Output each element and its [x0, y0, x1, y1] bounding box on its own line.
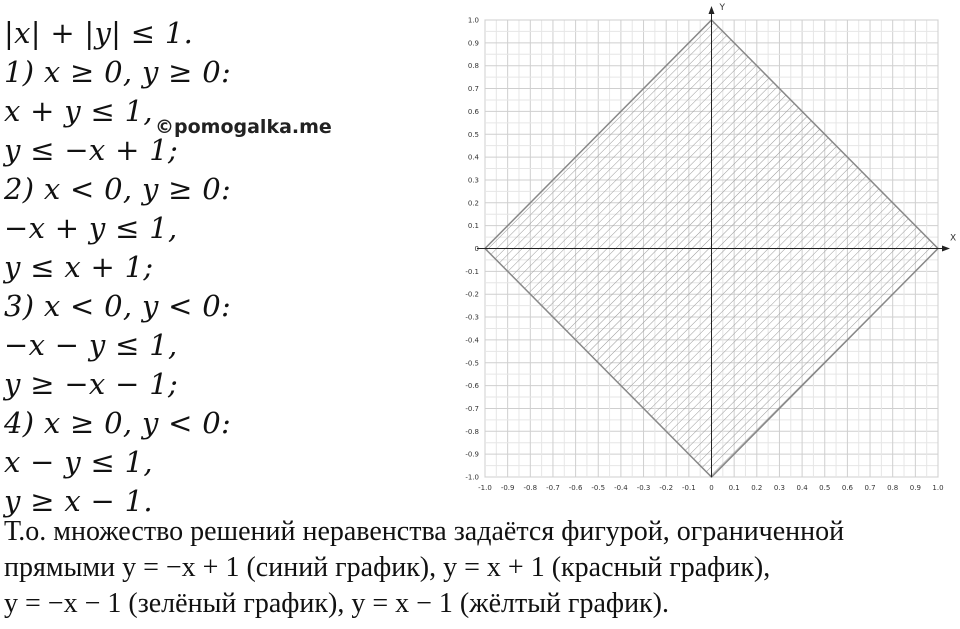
x-axis-arrow: [942, 246, 950, 252]
x-tick-label: 0.9: [909, 484, 921, 492]
y-tick-label: -0.2: [465, 290, 479, 299]
math-line: y ≥ −x − 1;: [4, 367, 179, 401]
graph-figure: [448, 0, 960, 500]
y-tick-label: -0.3: [465, 313, 479, 322]
x-tick-label: -0.6: [568, 484, 583, 492]
y-tick-label: 0.6: [467, 107, 479, 116]
math-line: −x + y ≤ 1,: [4, 211, 178, 245]
x-tick-label: -0.9: [500, 484, 515, 492]
conclusion-line-3: y = −x − 1 (зелёный график), y = x − 1 (жёлтый график).: [4, 588, 669, 619]
x-tick-label: 0.6: [841, 484, 853, 492]
math-line: −x − y ≤ 1,: [4, 328, 178, 362]
y-tick-label: 0.3: [467, 176, 479, 185]
x-tick-label: 0.4: [796, 484, 808, 492]
watermark: ©pomogalka.me: [155, 116, 332, 138]
y-tick-label: -1.0: [465, 473, 479, 482]
y-tick-label: 0.1: [467, 222, 479, 231]
x-tick-label: -0.7: [546, 484, 560, 492]
x-tick-label: 0.1: [728, 484, 740, 492]
math-line: x − y ≤ 1,: [4, 445, 153, 479]
math-line: y ≥ x − 1.: [4, 484, 153, 518]
x-tick-label: -0.2: [659, 484, 674, 492]
y-tick-label: -0.8: [465, 427, 479, 436]
math-line: y ≤ x + 1;: [4, 250, 154, 284]
y-tick-label: 0.9: [467, 39, 479, 48]
y-tick-label: -0.7: [465, 404, 479, 413]
x-tick-label: 1.0: [932, 484, 944, 492]
y-tick-label: -0.9: [465, 450, 479, 459]
x-tick-label: -0.5: [591, 484, 606, 492]
x-tick-label: -0.1: [682, 484, 696, 492]
conclusion-line-1: Т.о. множество решений неравенства задаётся фигурой, ограниченной: [4, 516, 845, 547]
x-tick-label: -0.3: [636, 484, 651, 492]
y-tick-label: 0: [474, 245, 479, 253]
y-tick-label: 0.7: [467, 85, 479, 94]
x-tick-label: 0.3: [773, 484, 786, 492]
y-tick-label: 0.8: [467, 62, 479, 71]
math-line: 4) x ≥ 0, y < 0:: [4, 406, 232, 440]
math-line: 1) x ≥ 0, y ≥ 0:: [4, 55, 232, 89]
y-tick-label: -0.6: [465, 382, 479, 391]
y-axis-label: Y: [719, 3, 725, 13]
x-tick-label: -0.4: [614, 484, 628, 492]
x-tick-label: -1.0: [478, 484, 492, 492]
y-axis-arrow: [709, 6, 715, 14]
math-line: 2) x < 0, y ≥ 0:: [4, 172, 232, 206]
y-tick-label: -0.5: [465, 359, 479, 368]
y-tick-label: 0.5: [467, 130, 479, 139]
y-tick-label: -0.4: [465, 336, 479, 345]
y-tick-label: 1.0: [467, 16, 479, 25]
x-tick-label: -0.8: [523, 484, 538, 492]
conclusion-text: [4, 514, 956, 622]
math-line: |x| + |y| ≤ 1.: [4, 16, 194, 50]
math-line: x + y ≤ 1,: [4, 94, 153, 128]
y-tick-label: 0.4: [467, 153, 479, 162]
math-line: 3) x < 0, y < 0:: [4, 289, 232, 323]
x-axis-label: X: [950, 233, 957, 244]
math-line: y ≤ −x + 1;: [4, 133, 179, 167]
x-tick-label: 0.8: [887, 484, 899, 492]
solution-lines: [4, 14, 444, 521]
x-tick-label: 0.7: [864, 484, 876, 492]
x-tick-label: 0.5: [819, 484, 831, 492]
x-tick-label: 0: [709, 484, 714, 492]
x-tick-label: 0.2: [751, 484, 763, 492]
conclusion-line-2: прямыми y = −x + 1 (синий график), y = x + 1 (красный график),: [4, 552, 771, 583]
y-tick-label: -0.1: [465, 267, 479, 276]
y-tick-label: 0.2: [467, 199, 479, 208]
